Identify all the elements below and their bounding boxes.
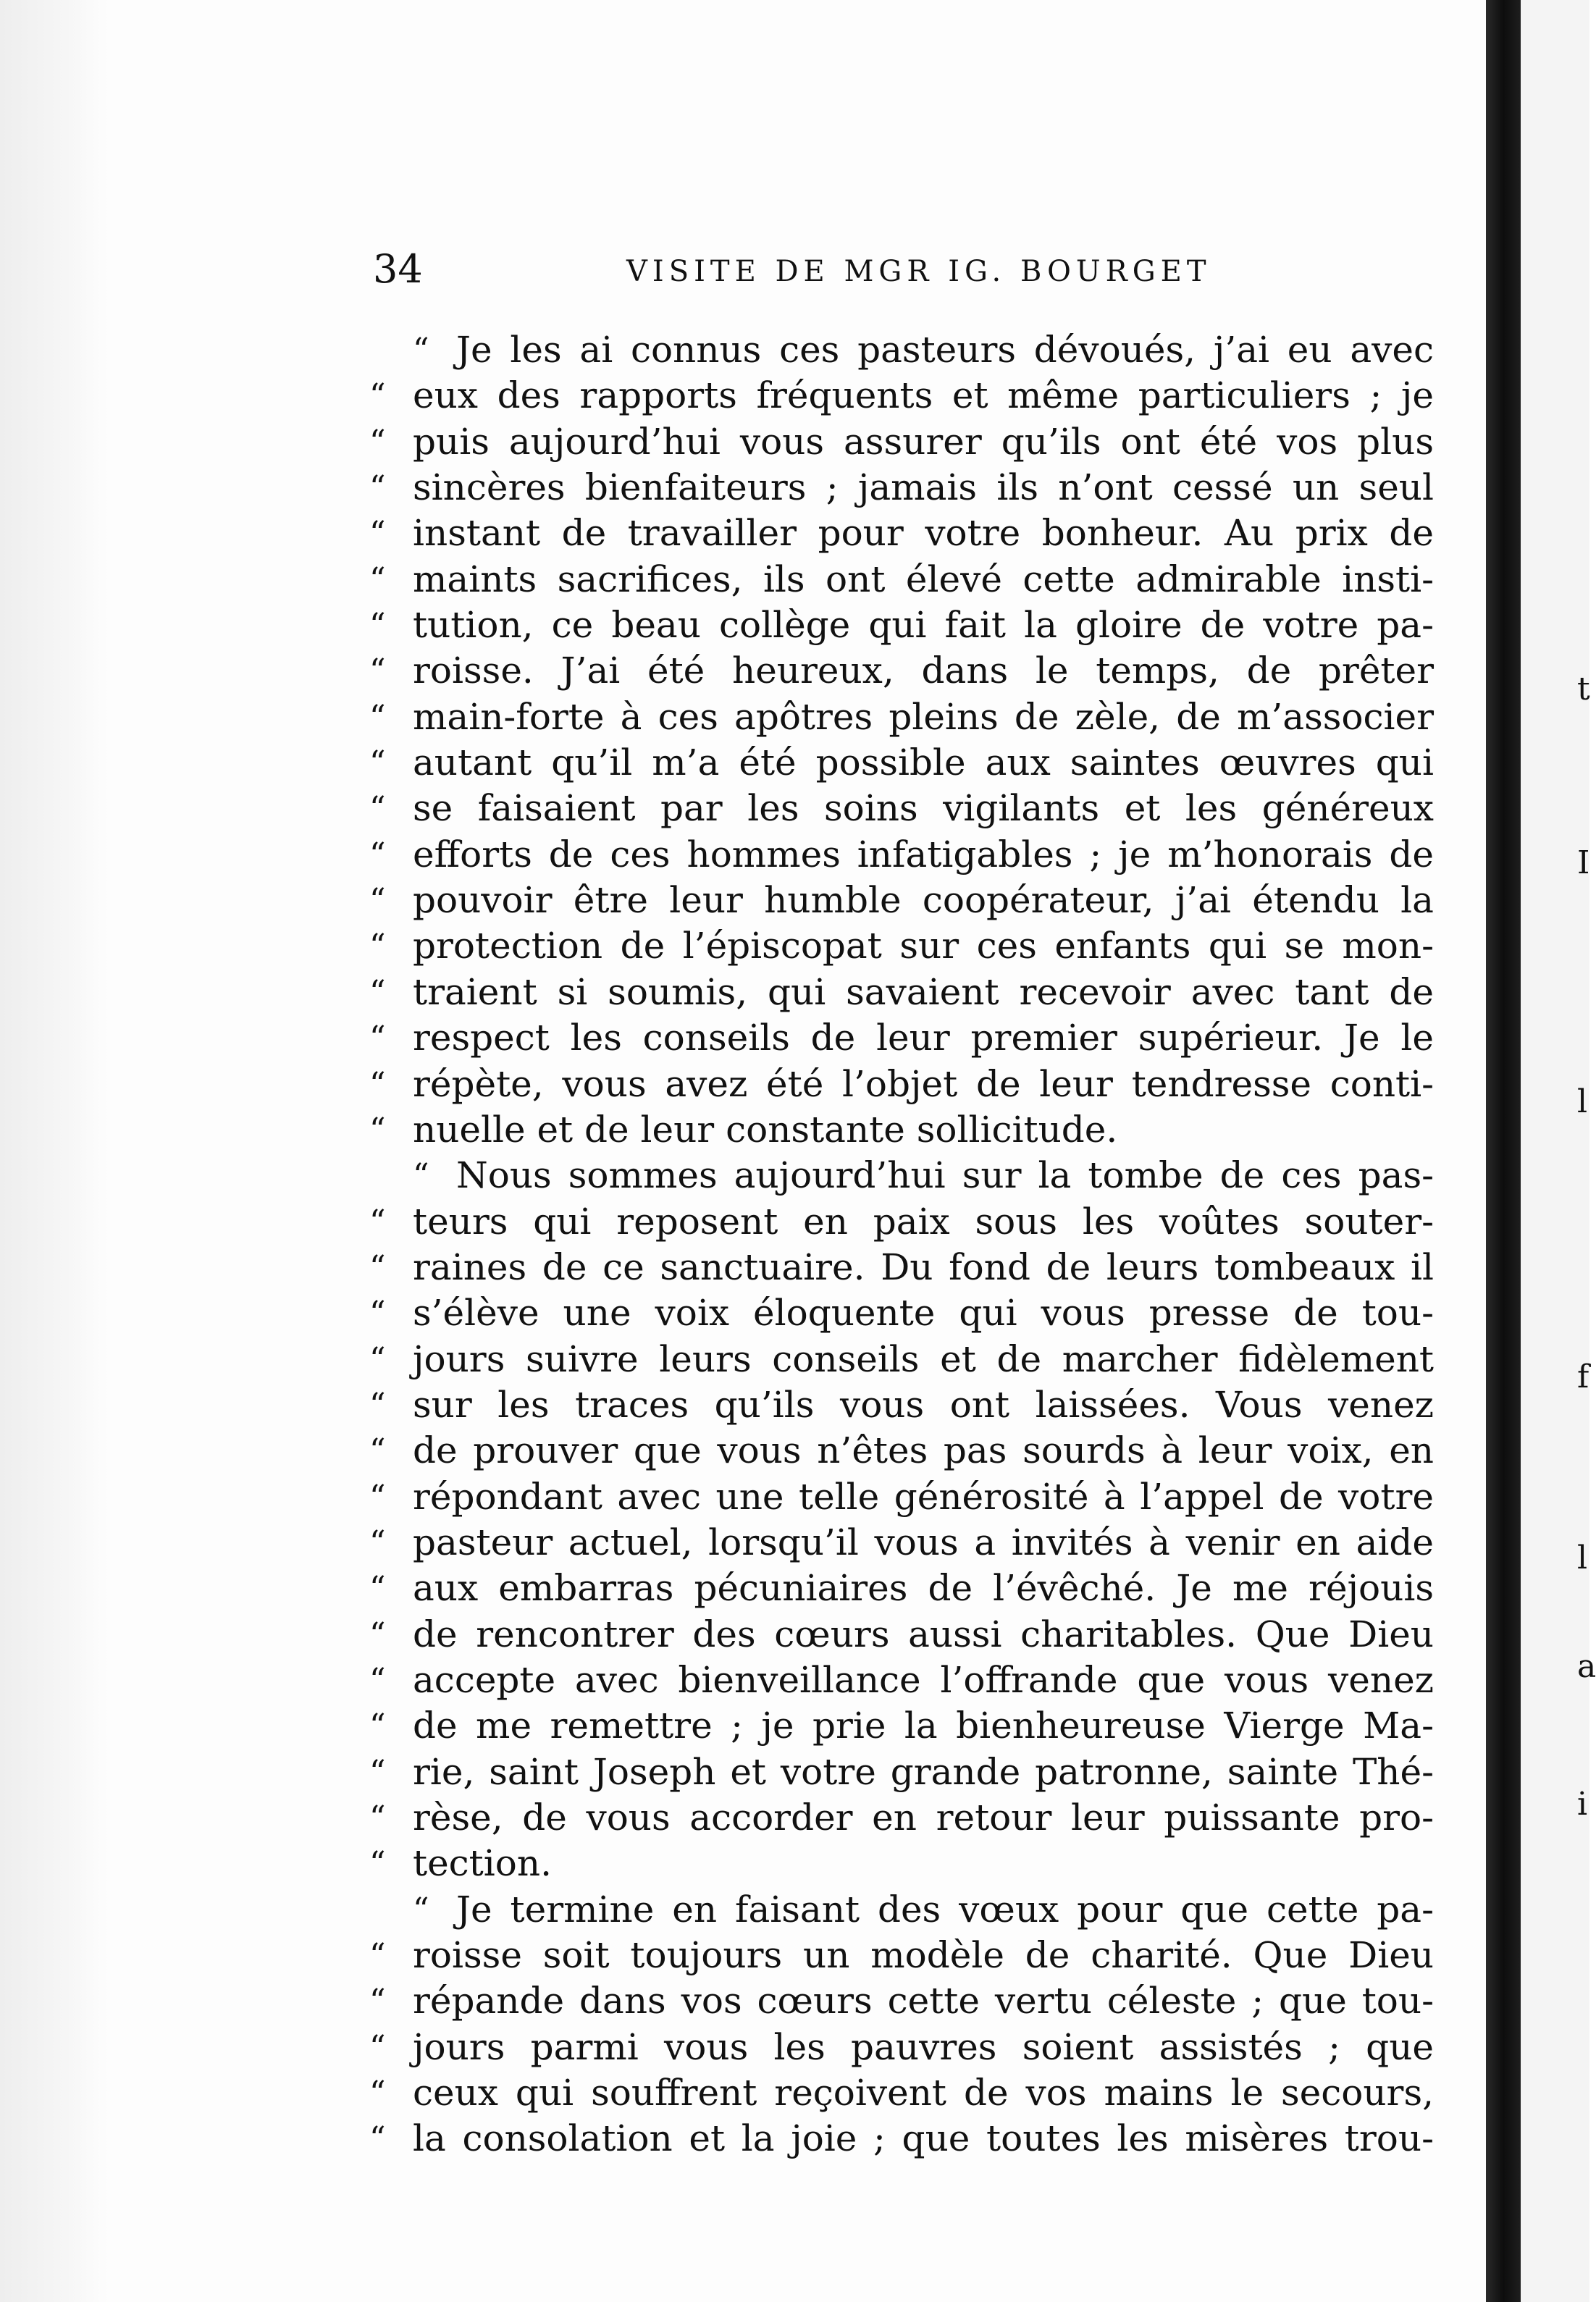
line-text: ceux qui souffrent reçoivent de vos mains le secours, xyxy=(413,2072,1434,2114)
quote-mark: “ xyxy=(369,698,386,736)
quote-mark: “ xyxy=(369,1983,386,2020)
text-line xyxy=(369,1337,1434,1382)
line-text: pasteur actuel, lorsqu’il vous a invités à venir en aide xyxy=(413,1521,1434,1563)
text-line xyxy=(369,1566,1434,1611)
quote-mark: “ xyxy=(369,1020,386,1057)
facing-page-letter: l xyxy=(1577,1083,1588,1120)
text-line xyxy=(369,1933,1434,1978)
quote-mark: “ xyxy=(369,469,386,507)
line-text: aux embarras pécuniaires de l’évêché. Je me réjouis xyxy=(413,1567,1434,1610)
quote-mark: “ xyxy=(369,1661,386,1699)
text-line xyxy=(369,1290,1434,1336)
line-text: jours suivre leurs conseils et de marcher fidèlement xyxy=(413,1337,1434,1380)
facing-page-letter: I xyxy=(1577,844,1590,881)
text-line xyxy=(369,740,1434,786)
line-text: protection de l’épiscopat sur ces enfants qui se mon- xyxy=(413,925,1434,967)
text-line xyxy=(369,1382,1434,1428)
body-text xyxy=(369,327,1434,2162)
quote-mark: “ xyxy=(369,1937,386,1975)
line-text: tection. xyxy=(413,1842,552,1885)
quote-mark: “ xyxy=(413,332,429,369)
line-text: eux des rapports fréquents et même particuliers ; je xyxy=(413,374,1434,417)
line-text: répande dans vos cœurs cette vertu céleste ; que tou- xyxy=(413,1980,1434,2022)
line-text: de prouver que vous n’êtes pas sourds à leur voix, en xyxy=(413,1429,1434,1472)
text-line xyxy=(369,1978,1434,2024)
quote-mark: “ xyxy=(413,1157,429,1195)
text-line xyxy=(369,1841,1434,1886)
quote-mark: “ xyxy=(369,1753,386,1791)
line-text: instant de travailler pour votre bonheur. Au prix de xyxy=(413,512,1434,555)
line-text: traient si soumis, qui savaient recevoir avec tant de xyxy=(413,970,1434,1013)
text-line xyxy=(369,602,1434,648)
facing-page-letter: a xyxy=(1577,1648,1596,1685)
quote-mark: “ xyxy=(369,1845,386,1883)
line-text: s’élève une voix éloquente qui vous presse de tou- xyxy=(413,1292,1434,1335)
line-text: puis aujourd’hui vous assurer qu’ils ont été vos plus xyxy=(413,420,1434,463)
text-line xyxy=(369,511,1434,556)
facing-page-letter: l xyxy=(1577,1539,1588,1576)
quote-mark: “ xyxy=(369,1340,386,1378)
quote-mark: “ xyxy=(369,2120,386,2158)
quote-mark: “ xyxy=(369,1065,386,1103)
line-text: nuelle et de leur constante sollicitude. xyxy=(413,1108,1118,1151)
line-text: répondant avec une telle générosité à l’appel de votre xyxy=(413,1475,1434,1518)
quote-mark: “ xyxy=(369,2075,386,2112)
quote-mark: “ xyxy=(369,1570,386,1608)
line-text: main-forte à ces apôtres pleins de zèle, de m’associer xyxy=(413,695,1434,738)
quote-mark: “ xyxy=(369,836,386,873)
text-line xyxy=(369,1520,1434,1566)
page-gutter-shadow xyxy=(0,0,109,2302)
text-line xyxy=(369,1153,1434,1198)
line-text: maints sacrifices, ils ont élevé cette admirable insti- xyxy=(413,558,1434,600)
line-text: rie, saint Joseph et votre grande patronne, sainte Thé- xyxy=(413,1750,1434,1793)
quote-mark: “ xyxy=(369,973,386,1011)
text-line xyxy=(369,923,1434,969)
line-text: tution, ce beau collège qui fait la gloire de votre pa- xyxy=(413,604,1434,647)
quote-mark: “ xyxy=(369,1111,386,1148)
text-line xyxy=(369,2070,1434,2116)
text-line xyxy=(369,878,1434,923)
quote-mark: “ xyxy=(369,1203,386,1240)
text-line xyxy=(369,1245,1434,1290)
facing-page-letter: i xyxy=(1577,1786,1588,1823)
page-header xyxy=(373,246,1437,297)
text-line xyxy=(369,694,1434,740)
text-line xyxy=(369,327,1434,373)
quote-mark: “ xyxy=(369,744,386,782)
text-line xyxy=(369,1887,1434,1933)
line-text: sincères bienfaiteurs ; jamais ils n’ont cessé un seul xyxy=(413,466,1434,509)
quote-mark: “ xyxy=(369,1707,386,1745)
line-text: Je termine en faisant des vœux pour que cette pa- xyxy=(456,1888,1434,1931)
line-text: respect les conseils de leur premier supérieur. Je le xyxy=(413,1017,1434,1059)
quote-mark: “ xyxy=(369,515,386,553)
quote-mark: “ xyxy=(369,652,386,690)
quote-mark: “ xyxy=(369,377,386,415)
line-text: efforts de ces hommes infatigables ; je m’honorais de xyxy=(413,833,1434,875)
text-line xyxy=(369,1612,1434,1658)
line-text: autant qu’il m’a été possible aux saintes œuvres qui xyxy=(413,742,1434,784)
text-line xyxy=(369,1749,1434,1795)
text-line xyxy=(369,1703,1434,1749)
line-text: roisse soit toujours un modèle de charité. Que Dieu xyxy=(413,1934,1434,1977)
quote-mark: “ xyxy=(369,1295,386,1332)
line-text: répète, vous avez été l’objet de leur tendresse conti- xyxy=(413,1062,1434,1105)
quote-mark: “ xyxy=(369,1432,386,1470)
text-line xyxy=(369,1474,1434,1520)
quote-mark: “ xyxy=(369,1386,386,1424)
line-text: jours parmi vous les pauvres soient assistés ; que xyxy=(413,2025,1434,2068)
line-text: teurs qui reposent en paix sous les voûtes souter- xyxy=(413,1200,1434,1243)
line-text: roisse. J’ai été heureux, dans le temps, de prêter xyxy=(413,650,1434,692)
text-line xyxy=(369,2116,1434,2162)
quote-mark: “ xyxy=(369,928,386,965)
line-text: Je les ai connus ces pasteurs dévoués, j’ai eu avec xyxy=(456,329,1434,371)
quote-mark: “ xyxy=(369,1616,386,1653)
text-line xyxy=(369,465,1434,511)
text-line xyxy=(369,1428,1434,1474)
line-text: accepte avec bienveillance l’offrande que vous venez xyxy=(413,1658,1434,1701)
text-line xyxy=(369,557,1434,602)
line-text: de rencontrer des cœurs aussi charitables. Que Dieu xyxy=(413,1613,1434,1655)
line-text: rèse, de vous accorder en retour leur puissante pro- xyxy=(413,1797,1434,1839)
quote-mark: “ xyxy=(369,1524,386,1561)
text-line xyxy=(369,419,1434,465)
quote-mark: “ xyxy=(369,1478,386,1516)
text-line xyxy=(369,1107,1434,1153)
quote-mark: “ xyxy=(369,882,386,920)
book-spine xyxy=(1486,0,1521,2302)
quote-mark: “ xyxy=(369,607,386,644)
facing-page-edge xyxy=(1521,0,1596,2302)
text-line xyxy=(369,648,1434,694)
text-line xyxy=(369,970,1434,1015)
text-line xyxy=(369,832,1434,878)
text-line xyxy=(369,2025,1434,2070)
text-line xyxy=(369,1015,1434,1061)
line-text: pouvoir être leur humble coopérateur, j’ai étendu la xyxy=(413,879,1434,922)
quote-mark: “ xyxy=(369,560,386,598)
line-text: raines de ce sanctuaire. Du fond de leurs tombeaux il xyxy=(413,1245,1434,1288)
line-text: sur les traces qu’ils vous ont laissées. Vous venez xyxy=(413,1383,1434,1426)
text-line xyxy=(369,1795,1434,1841)
quote-mark: “ xyxy=(369,2028,386,2066)
text-line xyxy=(369,373,1434,419)
text-line xyxy=(369,1658,1434,1703)
line-text: Nous sommes aujourd’hui sur la tombe de ces pas- xyxy=(456,1154,1434,1197)
text-line xyxy=(369,1062,1434,1107)
quote-mark: “ xyxy=(369,790,386,828)
text-line xyxy=(369,786,1434,831)
facing-page-letter: f xyxy=(1577,1358,1589,1395)
running-head: VISITE DE MGR IG. BOURGET xyxy=(626,255,1211,288)
line-text: la consolation et la joie ; que toutes les misères trou- xyxy=(413,2117,1434,2160)
quote-mark: “ xyxy=(369,1799,386,1836)
facing-page-letter: t xyxy=(1577,671,1590,707)
quote-mark: “ xyxy=(413,1891,429,1928)
line-text: de me remettre ; je prie la bienheureuse Vierge Ma- xyxy=(413,1705,1434,1747)
quote-mark: “ xyxy=(369,1248,386,1286)
text-line xyxy=(369,1199,1434,1245)
line-text: se faisaient par les soins vigilants et les généreux xyxy=(413,787,1434,830)
page-number: 34 xyxy=(373,246,423,292)
quote-mark: “ xyxy=(369,423,386,461)
